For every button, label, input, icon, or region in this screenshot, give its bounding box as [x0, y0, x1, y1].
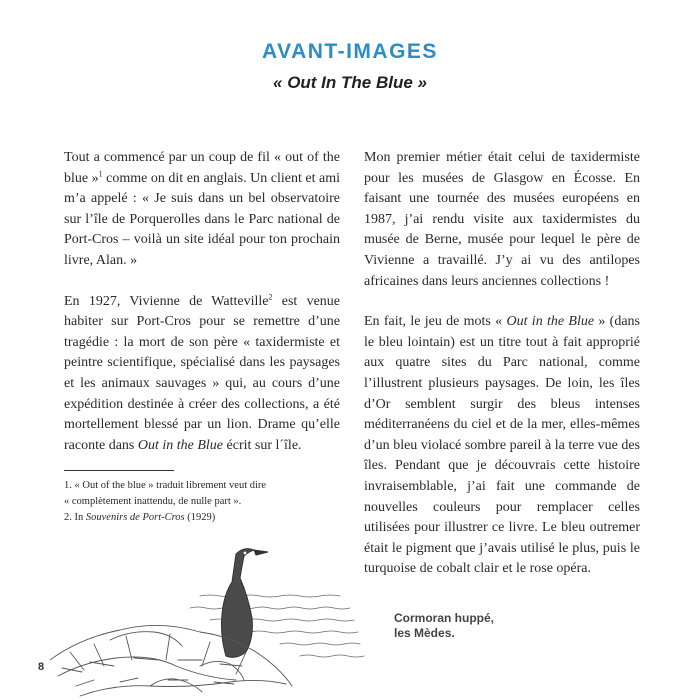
footnote-divider [64, 470, 174, 471]
left-paragraph-2 [64, 292, 340, 457]
page-number: 8 [38, 661, 45, 673]
right-paragraph-1: Mon premier métier était celui de taxidermiste pour les musées de Glasgow en Écosse. En faisant une tournée des musées européens en 1987, j’ai rendu visite aux taxidermistes du musée de Berne, musée pour lequel le père de Vivienne a travaillé. J’y ai vu des antilopes africaines dans leurs anciennes collections ! [364, 150, 640, 289]
right-p2-italic: Out in the Blue [506, 314, 595, 330]
caption-line-1: Cormoran huppé, [394, 611, 495, 625]
footnote-ref-2: 2 [268, 291, 273, 301]
footnote-2-prefix: 2. In [64, 512, 86, 523]
footnote-ref-1: 1 [98, 168, 103, 178]
left-p2-book-title: Out in the Blue [137, 437, 224, 453]
footnote-2-suffix: (1929) [184, 512, 216, 523]
footnote-1-line-2: « complètement inattendu, de nulle part ». [64, 496, 242, 507]
section-subtitle: « Out In The Blue » [273, 73, 427, 92]
footnote-1-line-1: 1. « Out of the blue » traduit librement veut dire [64, 480, 267, 491]
left-p2-text-cont: est venue habiter sur Port-Cros pour se remettre d’une tragédie : la mort de son père « taxidermiste et peintre scientifique, spécialisé dans les paysages et les animaux sauvages » qui, au cours d’une expédition destinée à créer des collections, a été mortellement blessé par un lion. Drame qu’elle raconte dans [64, 293, 340, 453]
right-paragraph-2 [364, 312, 640, 580]
caption-line-2: les Mèdes. [394, 626, 455, 640]
right-p2-text-cont: » (dans le bleu lointain) est un titre tout à fait approprié aux quatre sites du Parc national, comme l’illustrent plusieurs paysages. De loin, les îles d’Or semblent surgir des bleus intenses méditerranéens du ciel et de la mer, elles-mêmes d’un bleu violacé sombre pareil à la terre vue des îles. Pendant que je découvrais cette histoire invraisemblable, j’ai fait une commande de nouvelles couleurs pour remplacer celles utilisées pour illustrer ce livre. Le bleu outremer était le pigment que j’avais utilisé le plus, puis le turquoise de cobalt clair et le rose opéra. [364, 314, 640, 577]
illustration-caption [394, 611, 494, 641]
footnote-2-title: Souvenirs de Port-Cros [85, 512, 185, 523]
footnotes [64, 478, 354, 526]
left-paragraph-1 [64, 148, 340, 272]
right-p2-text: En fait, le jeu de mots « [364, 314, 507, 330]
left-p2-text-end: écrit sur l´île. [223, 437, 302, 453]
left-p1-text: Tout a commencé par un coup de fil « out of the blue » [64, 150, 340, 186]
section-title: AVANT-IMAGES [262, 40, 438, 63]
right-column [364, 148, 640, 600]
cormorant-sketch-illustration [50, 536, 380, 700]
footnote-2 [64, 510, 354, 526]
left-p1-text-cont: comme on dit en anglais. Un client et ami m’a appelé : « Je suis dans un bel observatoire sur l’île de Porquerolles dans le Parc national de Port-Cros – voilà un site idéal pour ton prochain livre, Alan. » [64, 170, 340, 268]
left-column [64, 148, 340, 476]
left-p2-text: En 1927, Vivienne de Watteville [64, 293, 269, 309]
